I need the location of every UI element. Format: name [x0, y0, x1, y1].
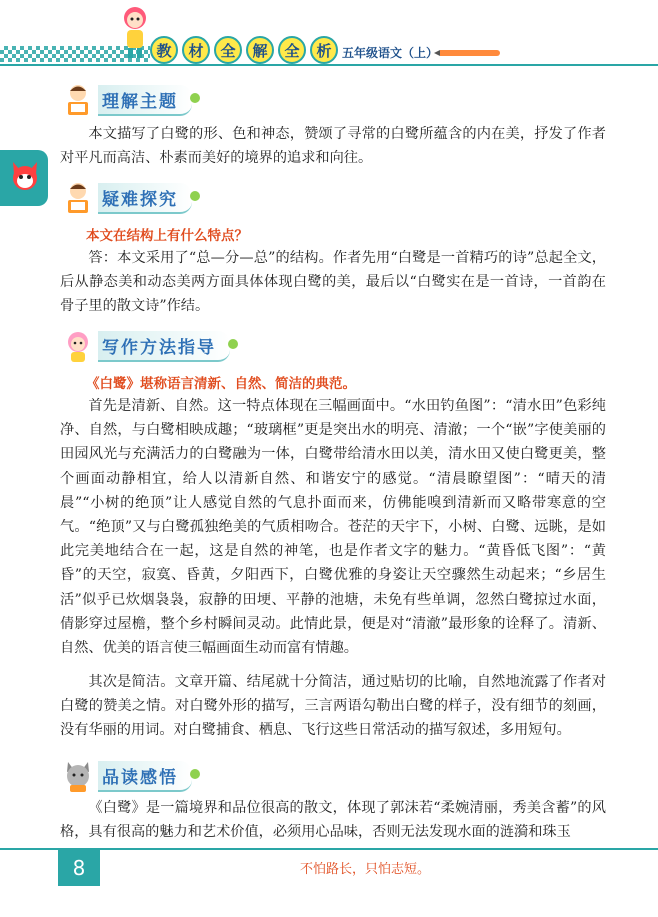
paragraph: 首先是清新、自然。这一特点体现在三幅画面中。“水田钓鱼图”：“清水田”色彩纯净、自然，与白鹭相映成趣；“玻璃框”更是突出水的明亮、清澈；一个“嵌”字使美丽的田园风光与充满活力的白鹭融为一体，白鹭带给清水田以美，清水田又使白鹭更美，整个画面动静相宜，给人以清新自然、和谐安宁的感觉。“清晨瞭望图”：“晴天的清晨”“小树的绝顶”让人感觉自然的气息扑面而来，仿佛能嗅到清新而又略带寒意的空气。“绝顶”又与白鹭孤独绝美的气质相吻合。苍茫的天宇下，小树、白鹭、远眺，是如此完美地结合在一起，这是自然的神笔，也是作者文字的魅力。“黄昏低飞图”：“黄昏”的天空，寂寞、昏黄，夕阳西下，白鹭优雅的身姿让天空骤然生动起来；“乡居生活”似乎已炊烟袅袅，寂静的田埂、平静的池塘，未免有些单调，忽然白鹭掠过水面，倩影穿过屋檐，整个乡村瞬间灵动。此情此景，便是对“清澈”最形象的诠释了。清新、自然、优美的语言使三幅画面生动而富有情趣。	[60, 398, 606, 657]
paragraph: 答：本文采用了“总—分—总”的结构。作者先用“白鹭是一首精巧的诗”总起全文，后从静态美和动态美两方面具体体现白鹭的美，最后以“白鹭实在是一首诗，一首韵在骨子里的散文诗”作结。	[60, 250, 606, 315]
paragraph: 《白鹭》是一篇境界和品位很高的散文，体现了郭沫若“柔婉清丽，秀美含蓄”的风格，具有很高的魅力和艺术价值，必须用心品味，否则无法发现水面的涟漪和珠玉	[60, 800, 606, 841]
book-title-char: 材	[182, 36, 210, 64]
question: 本文在结构上有什么特点？	[86, 228, 248, 244]
section-heading-writing	[60, 328, 230, 364]
section-heading-theme	[60, 82, 192, 118]
paragraph: 其次是简洁。文章开篇、结尾就十分简洁，通过贴切的比喻，自然地流露了作者对白鹭的赞美之情。对白鹭外形的描写，三言两语勾勒出白鹭的样子，没有细节的刻画，没有华丽的用词。对白鹭捕食、栖息、飞行这些日常活动的描写叙述，多用短句。	[60, 674, 606, 739]
boy-reading-icon	[60, 82, 96, 118]
girl-icon	[60, 328, 96, 364]
header-divider	[0, 64, 658, 66]
cat-icon	[60, 758, 96, 794]
page-header	[0, 0, 658, 70]
mascot-icon	[118, 4, 152, 62]
motto: 不怕路长，只怕志短。	[300, 862, 431, 877]
section-heading-puzzle	[60, 180, 192, 216]
section-heading-reflection	[60, 758, 192, 794]
book-title-char: 全	[214, 36, 242, 64]
boy-reading-icon	[60, 180, 96, 216]
book-title	[150, 36, 338, 64]
section-title: 疑难探究	[98, 183, 192, 214]
book-title-char: 解	[246, 36, 274, 64]
section-title: 品读感悟	[98, 761, 192, 792]
pencil-icon	[440, 50, 500, 56]
paragraph: 本文描写了白鹭的形、色和神态，赞颂了寻常的白鹭所蕴含的内在美，抒发了作者对平凡而高洁、朴素而美好的境界的追求和向往。	[60, 126, 606, 167]
page-footer	[0, 848, 658, 917]
side-tab	[0, 150, 48, 206]
section-title: 理解主题	[98, 85, 192, 116]
grade-label: 五年级语文（上）	[342, 46, 439, 60]
page-number: 8	[58, 850, 100, 886]
book-title-char: 析	[310, 36, 338, 64]
book-title-char: 全	[278, 36, 306, 64]
section-title: 写作方法指导	[98, 331, 230, 362]
fox-face-icon	[10, 160, 40, 194]
subtitle: 《白鹭》堪称语言清新、自然、简洁的典范。	[86, 376, 356, 392]
book-title-char: 教	[150, 36, 178, 64]
